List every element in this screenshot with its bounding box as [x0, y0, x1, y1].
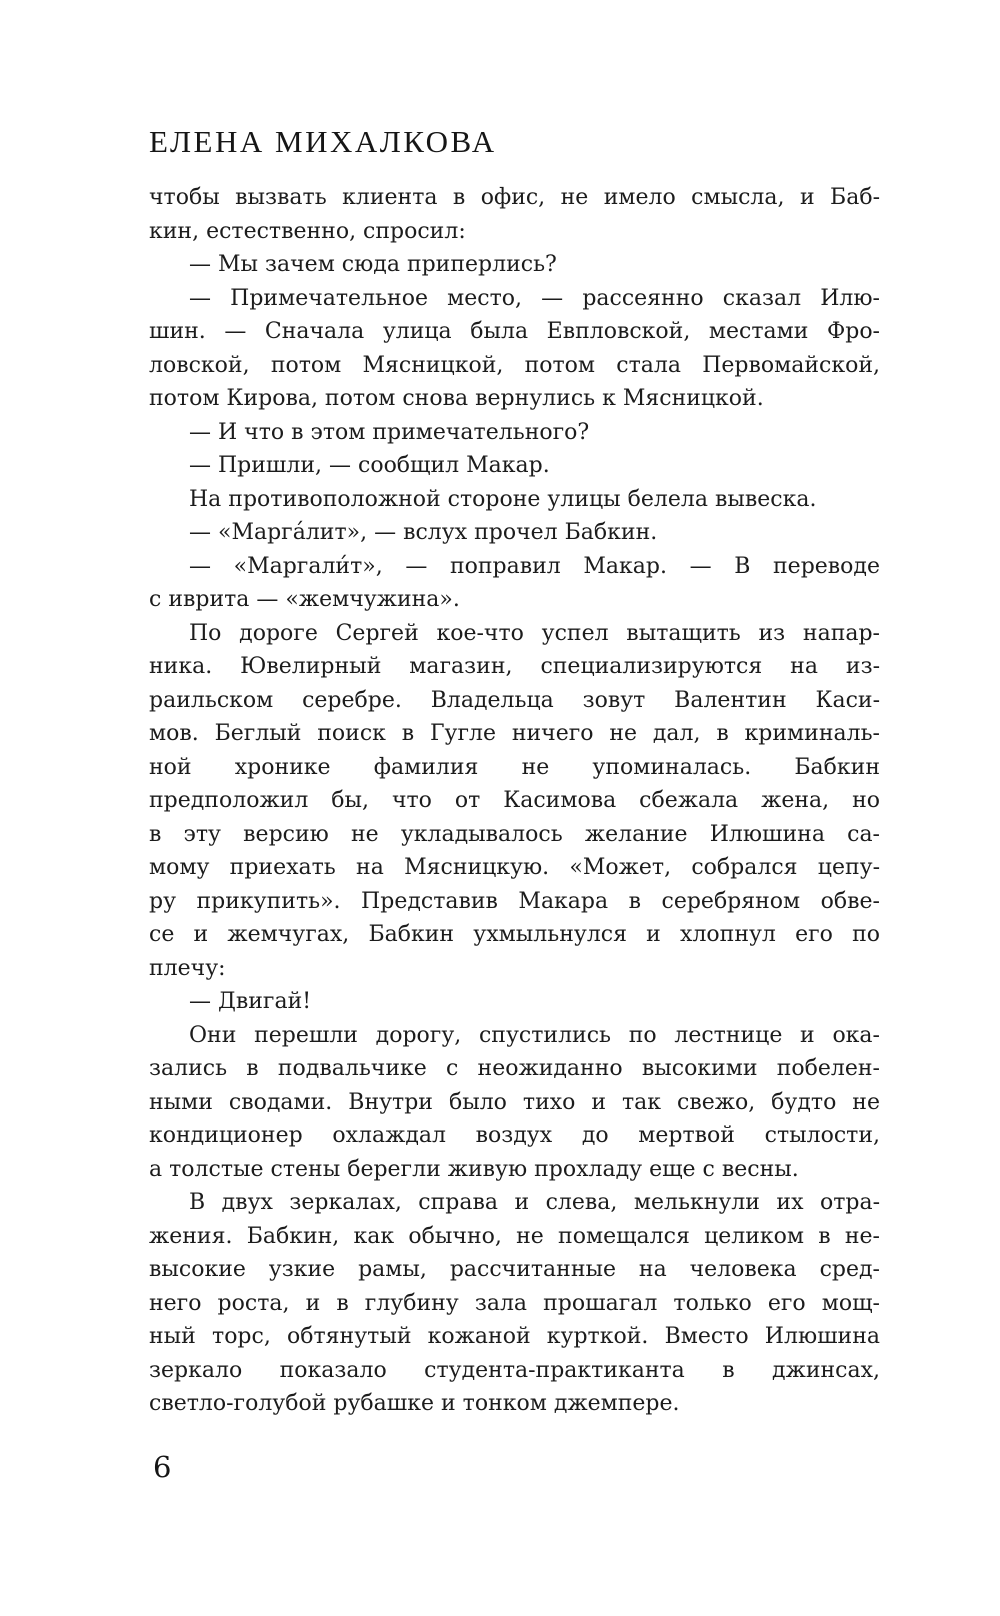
text-line: высокие узкие рамы, рассчитанные на человека сред-	[149, 1257, 880, 1282]
text-line: се и жемчугах, Бабкин ухмыльнулся и хлопнул его по	[149, 922, 880, 947]
page-text	[149, 181, 880, 1421]
text-line: предположил бы, что от Касимова сбежала жена, но	[149, 788, 880, 813]
text-line: На противоположной стороне улицы белела вывеска.	[189, 486, 817, 512]
text-line: ными сводами. Внутри было тихо и так свежо, будто не	[149, 1089, 880, 1115]
text-line: ру прикупить». Представив Макара в серебряном обве-	[149, 888, 880, 914]
text-line: с иврита — «жемчужина».	[149, 587, 460, 612]
text-line: Они перешли дорогу, спустились по лестнице и ока-	[189, 1022, 880, 1048]
text-line: раильском серебре. Владельца зовут Валентин Каси-	[149, 687, 880, 713]
text-line: — Примечательное место, — рассеянно сказал Илю-	[189, 285, 880, 311]
text-line: По дороге Сергей кое-что успел вытащить из напар-	[189, 620, 880, 646]
text-line: — «Марга́лит», — вслух прочел Бабкин.	[189, 520, 658, 545]
text-line: шин. — Сначала улица была Евпловской, местами Фро-	[149, 319, 880, 344]
text-line: В двух зеркалах, справа и слева, мелькнули их отра-	[189, 1190, 880, 1215]
text-line: мов. Беглый поиск в Гугле ничего не дал, в криминаль-	[149, 721, 880, 746]
page-number: 6	[153, 1450, 172, 1484]
text-line: потом Кирова, потом снова вернулись к Мясницкой.	[149, 386, 764, 411]
text-line: — «Маргали́т», — поправил Макар. — В переводе	[189, 553, 880, 579]
text-line: ловской, потом Мясницкой, потом стала Первомайской,	[149, 352, 880, 378]
text-line: а толстые стены берегли живую прохладу еще с весны.	[149, 1156, 799, 1182]
text-line: него роста, и в глубину зала прошагал только его мощ-	[149, 1290, 880, 1316]
text-line: — Мы зачем сюда приперлись?	[189, 252, 557, 277]
text-line: ника. Ювелирный магазин, специализируются на из-	[149, 654, 880, 679]
text-line: светло-голубой рубашке и тонком джемпере.	[149, 1391, 680, 1416]
text-line: жения. Бабкин, как обычно, не помещался целиком в не-	[149, 1223, 880, 1249]
text-line: ной хронике фамилия не упоминалась. Бабкин	[149, 754, 880, 780]
text-line: — И что в этом примечательного?	[189, 419, 590, 445]
text-line: зались в подвальчике с неожиданно высокими побелен-	[149, 1056, 880, 1081]
text-line: кондиционер охлаждал воздух до мертвой стылости,	[149, 1123, 880, 1148]
text-line: плечу:	[149, 955, 226, 981]
text-line: чтобы вызвать клиента в офис, не имело смысла, и Баб-	[149, 185, 880, 210]
text-line: — Пришли, — сообщил Макар.	[189, 453, 550, 478]
text-line: мому приехать на Мясницкую. «Может, собрался цепу-	[149, 855, 880, 880]
text-line: кин, естественно, спросил:	[149, 218, 466, 244]
text-line: — Двигай!	[189, 989, 312, 1014]
text-line: зеркало показало студента-практиканта в джинсах,	[149, 1357, 880, 1383]
author-header: ЕЛЕНА МИХАЛКОВА	[149, 124, 497, 159]
text-line: в эту версию не укладывалось желание Илюшина са-	[149, 821, 880, 847]
text-line: ный торс, обтянутый кожаной курткой. Вместо Илюшина	[149, 1324, 880, 1349]
